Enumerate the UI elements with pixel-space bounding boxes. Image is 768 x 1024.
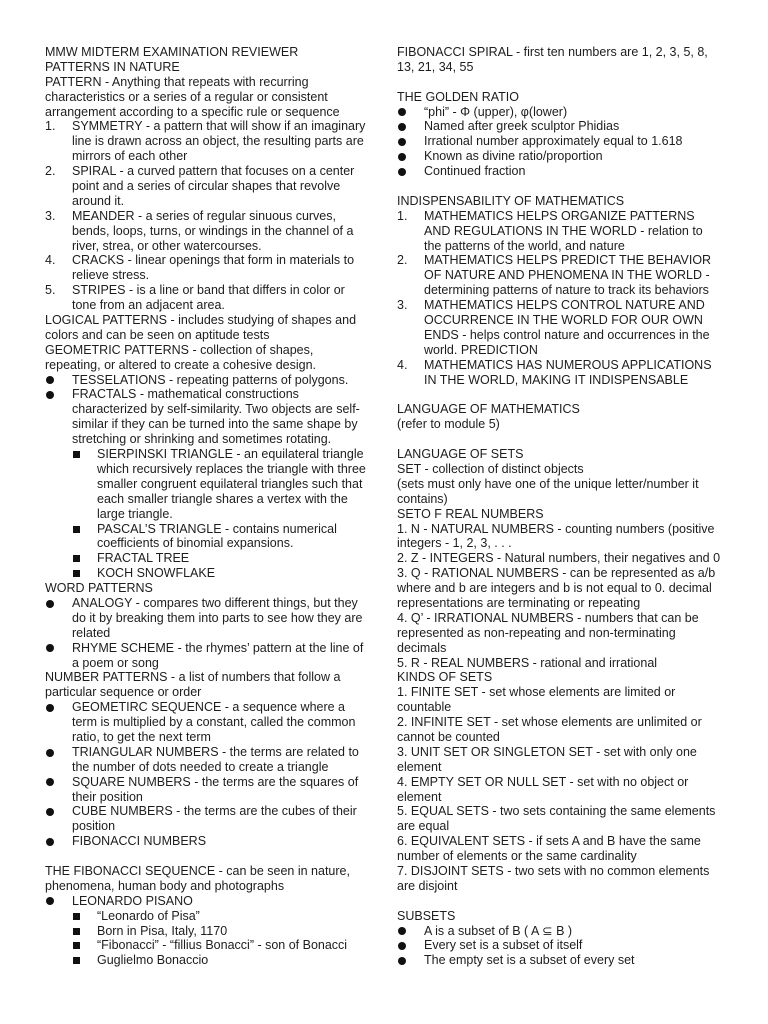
- text-line: OCCURRENCE IN THE WORLD FOR OUR OWN: [424, 313, 703, 328]
- real-number-entry: [397, 566, 732, 611]
- text-line: relieve stress.: [72, 268, 150, 283]
- real-number-entry: [397, 656, 732, 671]
- square-bullet-icon: [73, 913, 80, 920]
- sub-bullet-item-pascal: [45, 522, 375, 552]
- sub-bullet-item: [45, 909, 375, 924]
- text-line: TESSELATIONS - repeating patterns of polygons.: [72, 372, 349, 387]
- text-line: The empty set is a subset of every set: [424, 953, 635, 968]
- text-line: characteristics or a series of a regular or consistent: [45, 89, 328, 104]
- set-kind-entry: [397, 685, 732, 715]
- text-line: each smaller triangle shares a vertex with the: [97, 491, 348, 506]
- text-line: repeating, or altered to create a cohesive design.: [45, 357, 317, 372]
- set-kind-entry: [397, 834, 732, 864]
- text-line: bends, loops, turns, or windings in the channel of a: [72, 223, 354, 238]
- text-line: 4. Q’ - IRRATIONAL NUMBERS - numbers that can be: [397, 610, 699, 625]
- number-patterns-paragraph: [45, 670, 375, 700]
- text-line: (sets must only have one of the unique letter/number it: [397, 476, 699, 491]
- text-line: CRACKS - linear openings that form in materials to: [72, 253, 355, 268]
- bullet-icon: [46, 749, 54, 757]
- bullet-item: [397, 938, 732, 953]
- spacer: [397, 75, 732, 90]
- text-line: are equal: [397, 819, 450, 834]
- section-heading-patterns-in-nature: PATTERNS IN NATURE: [45, 59, 180, 74]
- text-line: ratio, to get the next term: [72, 729, 211, 744]
- real-number-entry: [397, 551, 732, 566]
- bullet-item: [397, 149, 732, 164]
- bullet-item: [397, 164, 732, 179]
- bullet-item-leonardo-pisano: [45, 894, 375, 909]
- text-line: 3. Q - RATIONAL NUMBERS - can be represented as a/b: [397, 566, 716, 581]
- text-line: Guglielmo Bonaccio: [97, 953, 209, 968]
- text-line: large triangle.: [97, 506, 173, 521]
- geometric-patterns-paragraph: [45, 343, 375, 373]
- text-line: Born in Pisa, Italy, 1170: [97, 923, 228, 938]
- section-heading-golden-ratio: THE GOLDEN RATIO: [397, 89, 520, 104]
- text-line: a poem or song: [72, 655, 159, 670]
- text-line: their position: [72, 789, 143, 804]
- spacer: [397, 432, 732, 447]
- text-line: integers - 1, 2, 3, . . .: [397, 536, 512, 551]
- spacer: [397, 894, 732, 909]
- list-item-cracks: [45, 253, 375, 283]
- text-line: ENDS - helps control nature and occurrences in the: [424, 327, 710, 342]
- text-line: FIBONACCI NUMBERS: [72, 834, 207, 849]
- text-line: THE FIBONACCI SEQUENCE - can be seen in nature,: [45, 863, 350, 878]
- text-line: point and a series of circular shapes that revolve: [72, 179, 341, 194]
- bullet-item-fractals: [45, 387, 375, 447]
- text-line: SIERPINSKI TRIANGLE - an equilateral triangle: [97, 447, 364, 462]
- text-line: cannot be counted: [397, 729, 500, 744]
- text-line: PASCAL’S TRIANGLE - contains numerical: [97, 521, 337, 536]
- sub-bullet-item-koch-snowflake: [45, 566, 375, 581]
- text-line: PATTERN - Anything that repeats with recurring: [45, 74, 309, 89]
- item-number: 2.: [397, 253, 408, 268]
- bullet-item-analogy: [45, 596, 375, 641]
- text-line: “Fibonacci” - “fillius Bonacci” - son of Bonacci: [97, 938, 348, 953]
- text-line: GEOMETRIC PATTERNS - collection of shapes,: [45, 342, 314, 357]
- list-item-spiral: [45, 164, 375, 209]
- text-line: colors and can be seen on aptitude tests: [45, 327, 270, 342]
- text-line: representations are terminating or repeating: [397, 595, 641, 610]
- section-heading-indispensability: INDISPENSABILITY OF MATHEMATICS: [397, 193, 625, 208]
- text-line: MATHEMATICS HELPS PREDICT THE BEHAVIOR: [424, 253, 712, 268]
- bullet-icon: [398, 138, 406, 146]
- bullet-icon: [46, 838, 54, 846]
- text-line: determining patterns of nature to track its behaviors: [424, 283, 709, 298]
- bullet-icon: [398, 168, 406, 176]
- bullet-item-square-numbers: [45, 775, 375, 805]
- item-number: 3.: [45, 208, 56, 223]
- bullet-item-rhyme-scheme: [45, 641, 375, 671]
- sub-bullet-item: [45, 924, 375, 939]
- text-line: LEONARDO PISANO: [72, 893, 193, 908]
- bullet-item: [397, 134, 732, 149]
- sub-bullet-item-fractal-tree: [45, 551, 375, 566]
- bullet-item: [397, 953, 732, 968]
- set-kind-entry: [397, 715, 732, 745]
- text-line: GEOMETIRC SEQUENCE - a sequence where a: [72, 700, 346, 715]
- text-line: 6. EQUIVALENT SETS - if sets A and B have the same: [397, 834, 701, 849]
- text-line: contains): [397, 491, 448, 506]
- text-line: 5. EQUAL SETS - two sets containing the same elements: [397, 804, 716, 819]
- text-line: number of elements or the same cardinality: [397, 849, 637, 864]
- text-line: element: [397, 759, 442, 774]
- square-bullet-icon: [73, 942, 80, 949]
- text-line: 4. EMPTY SET OR NULL SET - set with no object or: [397, 774, 689, 789]
- text-line: SPIRAL - a curved pattern that focuses on a center: [72, 164, 355, 179]
- list-item-stripes: [45, 283, 375, 313]
- item-number: 2.: [45, 164, 56, 179]
- bullet-item-tesselations: [45, 373, 375, 388]
- text-line: 7. DISJOINT SETS - two sets with no common elements: [397, 863, 710, 878]
- text-line: 5. R - REAL NUMBERS - rational and irrational: [397, 655, 658, 670]
- item-number: 1.: [45, 119, 56, 134]
- bullet-item: [397, 119, 732, 134]
- set-kind-entry: [397, 775, 732, 805]
- text-line: MATHEMATICS HAS NUMEROUS APPLICATIONS: [424, 357, 712, 372]
- square-bullet-icon: [73, 451, 80, 458]
- numbered-item: [397, 358, 732, 388]
- text-line: similar if they can be turned into the same shape by: [72, 417, 358, 432]
- text-line: tone from an adjacent area.: [72, 298, 225, 313]
- list-item-meander: [45, 209, 375, 254]
- text-line: A is a subset of B ( A ⊆ B ): [424, 923, 573, 938]
- sub-bullet-item-sierpinski: [45, 447, 375, 521]
- text-line: position: [72, 819, 116, 834]
- bullet-item: [397, 105, 732, 120]
- text-line: “Leonardo of Pisa”: [97, 908, 200, 923]
- text-line: SET - collection of distinct objects: [397, 461, 584, 476]
- text-line: coefficients of binomial expansions.: [97, 536, 294, 551]
- section-heading-language-of-sets: LANGUAGE OF SETS: [397, 447, 524, 462]
- text-line: ANALOGY - compares two different things, but they: [72, 595, 358, 610]
- bullet-item-triangular-numbers: [45, 745, 375, 775]
- text-line: MATHEMATICS HELPS CONTROL NATURE AND: [424, 298, 705, 313]
- text-line: term is multiplied by a constant, called the common: [72, 715, 356, 730]
- text-line: 2. INFINITE SET - set whose elements are unlimited or: [397, 715, 702, 730]
- text-line: LOGICAL PATTERNS - includes studying of shapes and: [45, 313, 357, 328]
- bullet-icon: [398, 153, 406, 161]
- numbered-item: [397, 298, 732, 358]
- text-line: 3. UNIT SET OR SINGLETON SET - set with only one: [397, 744, 697, 759]
- item-number: 3.: [397, 298, 408, 313]
- bullet-item-cube-numbers: [45, 804, 375, 834]
- text-line: mirrors of each other: [72, 149, 188, 164]
- text-line: STRIPES - is a line or band that differs in color or: [72, 283, 345, 298]
- text-line: FRACTALS - mathematical constructions: [72, 387, 299, 402]
- text-line: 1. N - NATURAL NUMBERS - counting numbers (positive: [397, 521, 715, 536]
- square-bullet-icon: [73, 928, 80, 935]
- bullet-icon: [46, 600, 54, 608]
- text-line: “phi” - Φ (upper), φ(lower): [424, 104, 568, 119]
- text-line: element: [397, 789, 442, 804]
- text-line: SYMMETRY - a pattern that will show if an imaginary: [72, 119, 366, 134]
- text-line: around it.: [72, 193, 125, 208]
- fibonacci-spiral-paragraph: [397, 45, 732, 75]
- document-title: MMW MIDTERM EXAMINATION REVIEWER: [45, 45, 299, 59]
- text-line: particular sequence or order: [45, 685, 202, 700]
- text-line: the patterns of the world, and nature: [424, 238, 625, 253]
- subheading-kinds-of-sets: KINDS OF SETS: [397, 670, 493, 685]
- text-line: FRACTAL TREE: [97, 551, 190, 566]
- text-line: AND REGULATIONS IN THE WORLD - relation to: [424, 223, 703, 238]
- item-number: 1.: [397, 208, 408, 223]
- text-line: OF NATURE AND PHENOMENA IN THE WORLD -: [424, 268, 710, 283]
- text-line: which recursively replaces the triangle with three: [97, 461, 366, 476]
- square-bullet-icon: [73, 555, 80, 562]
- text-line: MATHEMATICS HELPS ORGANIZE PATTERNS: [424, 208, 695, 223]
- left-column: [45, 45, 375, 968]
- numbered-item: [397, 253, 732, 298]
- text-line: countable: [397, 700, 452, 715]
- text-line: are disjoint: [397, 878, 458, 893]
- text-line: world. PREDICTION: [424, 342, 538, 357]
- text-line: NUMBER PATTERNS - a list of numbers that follow a: [45, 670, 341, 685]
- text-line: 1. FINITE SET - set whose elements are limited or: [397, 685, 676, 700]
- text-line: Continued fraction: [424, 164, 526, 179]
- spacer: [45, 849, 375, 864]
- text-line: CUBE NUMBERS - the terms are the cubes of their: [72, 804, 357, 819]
- item-number: 5.: [45, 283, 56, 298]
- square-bullet-icon: [73, 526, 80, 533]
- text-line: 13, 21, 34, 55: [397, 59, 474, 74]
- text-line: line is drawn across an object, the resulting parts are: [72, 134, 364, 149]
- fibonacci-sequence-paragraph: [45, 864, 375, 894]
- sub-bullet-item: [45, 953, 375, 968]
- right-column: [397, 45, 732, 968]
- text-line: Named after greek sculptor Phidias: [424, 119, 620, 134]
- text-line: (refer to module 5): [397, 417, 500, 432]
- text-line: where and b are integers and b is not equal to 0. decimal: [397, 581, 712, 596]
- text-line: IN THE WORLD, MAKING IT INDISPENSABLE: [424, 372, 689, 387]
- bullet-item-geometric-sequence: [45, 700, 375, 745]
- numbered-item: [397, 209, 732, 254]
- set-kind-entry: [397, 804, 732, 834]
- spacer: [397, 179, 732, 194]
- logical-patterns-paragraph: [45, 313, 375, 343]
- text-line: the number of dots needed to create a triangle: [72, 759, 329, 774]
- text-line: MEANDER - a series of regular sinuous curves,: [72, 208, 336, 223]
- real-number-entry: [397, 522, 732, 552]
- set-kind-entry: [397, 745, 732, 775]
- text-line: TRIANGULAR NUMBERS - the terms are related to: [72, 744, 359, 759]
- text-line: stretching or shrinking and sometimes rotating.: [72, 432, 332, 447]
- set-kind-entry: [397, 864, 732, 894]
- text-line: river, strea, or other watercourses.: [72, 238, 262, 253]
- square-bullet-icon: [73, 570, 80, 577]
- text-line: represented as non-repeating and non-terminating: [397, 625, 676, 640]
- text-line: 2. Z - INTEGERS - Natural numbers, their negatives and 0: [397, 551, 721, 566]
- text-line: arrangement according to a specific rule or sequence: [45, 104, 340, 119]
- section-heading-subsets: SUBSETS: [397, 908, 456, 923]
- list-item-symmetry: [45, 119, 375, 164]
- text-line: smaller congruent equilateral triangles such that: [97, 476, 363, 491]
- text-line: do it by breaking them into parts to see how they are: [72, 610, 363, 625]
- text-line: RHYME SCHEME - the rhymes’ pattern at the line of: [72, 640, 364, 655]
- text-line: Known as divine ratio/proportion: [424, 149, 603, 164]
- section-heading-word-patterns: WORD PATTERNS: [45, 581, 153, 596]
- spacer: [397, 387, 732, 402]
- text-line: related: [72, 625, 111, 640]
- sub-bullet-item: [45, 938, 375, 953]
- text-line: Every set is a subset of itself: [424, 938, 583, 953]
- item-number: 4.: [45, 253, 56, 268]
- section-heading-language-of-mathematics: LANGUAGE OF MATHEMATICS: [397, 402, 580, 417]
- bullet-item: [397, 924, 732, 939]
- subheading-real-numbers: SETO F REAL NUMBERS: [397, 506, 544, 521]
- item-number: 4.: [397, 357, 408, 372]
- bullet-icon: [46, 704, 54, 712]
- bullet-icon: [398, 957, 406, 965]
- text-line: phenomena, human body and photographs: [45, 878, 285, 893]
- text-line: FIBONACCI SPIRAL - first ten numbers are 1, 2, 3, 5, 8,: [397, 45, 708, 59]
- text-line: decimals: [397, 640, 447, 655]
- pattern-definition: [45, 75, 375, 120]
- real-number-entry: [397, 611, 732, 656]
- text-line: Irrational number approximately equal to 1.618: [424, 134, 683, 149]
- text-line: SQUARE NUMBERS - the terms are the squares of: [72, 774, 359, 789]
- text-line: KOCH SNOWFLAKE: [97, 566, 216, 581]
- bullet-item-fibonacci-numbers: [45, 834, 375, 849]
- square-bullet-icon: [73, 957, 80, 964]
- text-line: characterized by self-similarity. Two objects are self-: [72, 402, 360, 417]
